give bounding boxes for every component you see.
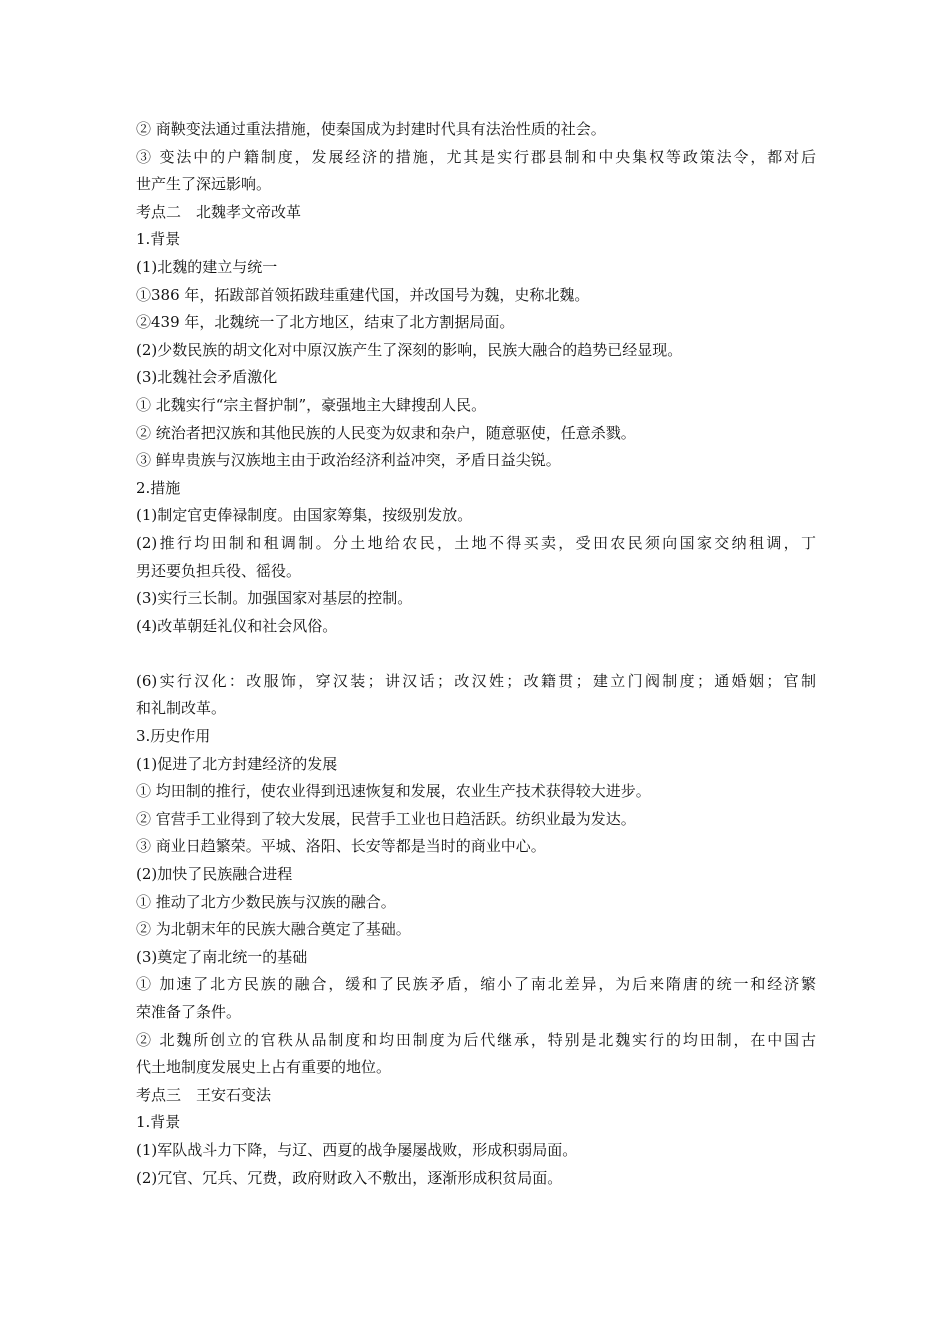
subheading: 3.历史作用 bbox=[136, 727, 211, 746]
text-line: ① 推动了北方少数民族与汉族的融合。 bbox=[136, 892, 396, 911]
text-line: 世产生了深远影响。 bbox=[136, 175, 272, 194]
blank-line bbox=[136, 640, 816, 668]
text-line: (3)奠定了南北统一的基础 bbox=[136, 947, 308, 966]
text-line: ① 北魏实行“宗主督护制”，豪强地主大肆搜刮人民。 bbox=[136, 395, 487, 414]
text-line: 和礼制改革。 bbox=[136, 699, 227, 718]
section-heading: 考点三 王安石变法 bbox=[136, 1085, 272, 1104]
text-line: (3)北魏社会矛盾激化 bbox=[136, 368, 278, 387]
text-line: ① 均田制的推行，使农业得到迅速恢复和发展，农业生产技术获得较大进步。 bbox=[136, 782, 651, 801]
text-line: ② 统治者把汉族和其他民族的人民变为奴隶和杂户，随意驱使，任意杀戮。 bbox=[136, 423, 636, 442]
text-line: 男还要负担兵役、徭役。 bbox=[136, 561, 302, 580]
text-line: (1)促进了北方封建经济的发展 bbox=[136, 754, 338, 773]
text-line: 荣准备了条件。 bbox=[136, 1003, 242, 1021]
text-line: ③ 变法中的户籍制度，发展经济的措施，尤其是实行郡县制和中央集权等政策法令，都对后 bbox=[136, 147, 816, 166]
subheading: 2.措施 bbox=[136, 478, 181, 497]
text-line: 代土地制度发展史上占有重要的地位。 bbox=[136, 1058, 392, 1077]
text-line: (4)改革朝廷礼仪和社会风俗。 bbox=[136, 616, 338, 635]
text-line: (2)推行均田制和租调制。分土地给农民，土地不得买卖，受田农民须向国家交纳租调，丁 bbox=[136, 533, 816, 552]
text-line: (6)实行汉化：改服饰，穿汉装；讲汉话；改汉姓；改籍贯；建立门阀制度；通婚姻；官制 bbox=[136, 671, 816, 690]
text-line: (2)少数民族的胡文化对中原汉族产生了深刻的影响，民族大融合的趋势已经显现。 bbox=[136, 340, 683, 359]
text-line: (2)冗官、冗兵、冗费，政府财政入不敷出，逐渐形成积贫局面。 bbox=[136, 1168, 563, 1187]
subheading: 1.背景 bbox=[136, 230, 181, 249]
document-page bbox=[136, 116, 816, 1192]
text-line: ② 为北朝末年的民族大融合奠定了基础。 bbox=[136, 920, 411, 939]
text-line: ② 商鞅变法通过重法措施，使秦国成为封建时代具有法治性质的社会。 bbox=[136, 120, 606, 138]
text-line: ① 加速了北方民族的融合，缓和了民族矛盾，缩小了南北差异，为后来隋唐的统一和经济繁 bbox=[136, 975, 816, 994]
text-line: (1)北魏的建立与统一 bbox=[136, 257, 278, 276]
text-line: (1)军队战斗力下降，与辽、西夏的战争屡屡战败，形成积弱局面。 bbox=[136, 1140, 578, 1159]
text-line: (1)制定官吏俸禄制度。由国家筹集，按级别发放。 bbox=[136, 506, 473, 525]
text-line: ③ 商业日趋繁荣。平城、洛阳、长安等都是当时的商业中心。 bbox=[136, 837, 546, 856]
text-line: ①386 年，拓跋部首领拓跋珪重建代国，并改国号为魏，史称北魏。 bbox=[136, 285, 590, 304]
subheading: 1.背景 bbox=[136, 1113, 181, 1132]
text-line: ② 北魏所创立的官秩从品制度和均田制度为后代继承，特别是北魏实行的均田制，在中国古 bbox=[136, 1030, 816, 1049]
section-heading: 考点二 北魏孝文帝改革 bbox=[136, 202, 302, 221]
text-line: ②439 年，北魏统一了北方地区，结束了北方割据局面。 bbox=[136, 313, 515, 332]
text-line: ③ 鲜卑贵族与汉族地主由于政治经济利益冲突，矛盾日益尖锐。 bbox=[136, 451, 561, 470]
text-line: ② 官营手工业得到了较大发展，民营手工业也日趋活跃。纺织业最为发达。 bbox=[136, 809, 636, 828]
text-line: (2)加快了民族融合进程 bbox=[136, 865, 293, 884]
text-line: (3)实行三长制。加强国家对基层的控制。 bbox=[136, 589, 413, 608]
